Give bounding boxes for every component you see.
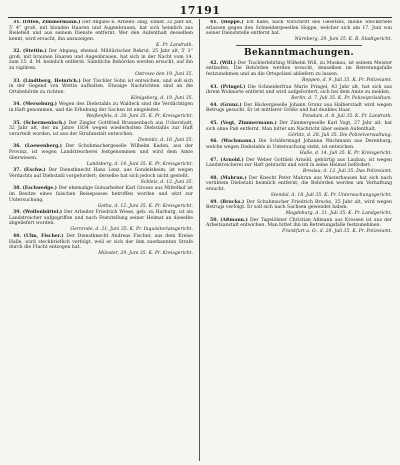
header-rule (8, 17, 392, 18)
notice-name: (Arnold.) (220, 157, 244, 163)
notice-signature: Magdeburg, d. 21. Juli 35. K. Pr. Landgericht. (285, 211, 392, 217)
notice-paragraph (206, 121, 392, 132)
notice-name: (Schermenloch.) (23, 120, 67, 126)
notice-text: Der Weber Gottlieb Arnold, gebürtig aus Lauban, ist wegen Landstreicherei zur Haft gebracht und wird in seine Heimat befördert. (206, 157, 392, 169)
notice-number: 34. (13, 102, 21, 108)
notice-number: 44. (210, 102, 218, 108)
notice-number: 48. (210, 175, 218, 181)
notice-name: (Brucks.) (220, 199, 245, 205)
notice-text: Der Abgang, ehemal. Militärischer Rekrut, 25 Jahr alt, 5' 3'' groß, mit braunen Haaren und Augenbrauen, hat sich in der Nacht vom 14. zum 15. d. M. heimlich entfernt. Sämtliche Behörden werden ersucht, auf ihn zu vigiliren. (9, 49, 193, 71)
notice-number: 36. (13, 144, 21, 150)
notice-signature: Nürnberg, 29. Juni 35. K. B. Stadtgericht. (294, 37, 392, 43)
notice-paragraph (206, 218, 392, 229)
notice-signature: Münster, 29. Juni 35. K. Pr. Kreisgericht. (98, 251, 193, 257)
notice-signature: Görlitz, d. 28. Juli 35. Die Polizeiverwaltung. (288, 132, 392, 138)
left-column (9, 20, 193, 461)
notice-name: (Will.) (219, 60, 236, 66)
notice-paragraph (206, 85, 392, 96)
notice-signature: Königsberg, d. 19. Juni 35. (130, 95, 193, 101)
notice-name: (Hoppe.) (220, 20, 244, 25)
notice-number: 41. (210, 20, 218, 25)
notice-paragraph (206, 103, 392, 114)
notice-signature: Gotha, d. 12. Juni 35. K. Pr. Kreisgericht. (97, 203, 193, 209)
notice-text: Der Dienstknecht Andreas Fischer, aus dem Kreise Halle, wird steckbrieflich verfolgt, weil er sich der ihm zuerkannten Strafe durch die Flucht entzogen hat. (9, 234, 193, 251)
notice-text: Die Schneiderfrau Marie Pringel, 43 Jahr alt, hat sich aus ihrem Wohnorte entfernt und wird aufgefordert, sich bei dem Amte zu melden. (206, 84, 392, 96)
notice-signature: K. Pr. Landrath. (156, 42, 193, 48)
notice-paragraph (206, 20, 392, 37)
notice-number: 38. (13, 186, 21, 192)
notice-paragraph (9, 79, 193, 96)
right-column-top (206, 20, 392, 43)
notice-name: (Grunz.) (220, 102, 242, 108)
notice-signature: Gernrode, d. 21. Juni 35. K. Pr. Inquisitoriatsgericht. (70, 227, 193, 233)
notice-signature: Berlin, d. 7. Juli 35. K. Pr. Polizeipräsidium. (291, 96, 392, 102)
notice-number: 47. (210, 157, 218, 163)
notice-text: Der Zimmergeselle Karl Vogt, 27 Jahr alt, hat sich ohne Paß entfernt. Man bittet um Nachricht über seinen Aufenthalt. (206, 121, 392, 132)
notice-text: Der Dienstknecht Hans Lenz, aus Gondelsheim, ist wegen Verdachts auf Diebstahl vorgefordert; derselbe hat sich jedoch nicht gestellt. (9, 168, 193, 179)
notice-number: 49. (210, 199, 218, 205)
notice-text: Ich habe, nach Vorschrift des Gesetzes, meine Steckbriefe erlassen gegen den Schneidergesellen Hoppe, welcher sich am 17. Juni von seiner Dienststelle entfernt hat. (206, 20, 392, 37)
right-column-notices (206, 61, 392, 235)
notice-number: 45. (210, 121, 218, 127)
notice-signature: Potsdam, d. 8. Juli 35. K. Pr. Landrath. (302, 114, 392, 120)
notice-paragraph (9, 186, 193, 203)
notice-signature: Schleiz, d. 12. Juni 35. (140, 179, 193, 185)
notice-number: 40. (13, 234, 21, 240)
notice-signature: Landsberg, d. 14. Juni 35. K. Pr. Kreisgericht. (86, 161, 193, 167)
notice-number: 50. (210, 217, 218, 223)
notice-paragraph (9, 121, 193, 138)
notice-text: Der Tagelöhner Christian Aßmann aus Krossen ist aus der Arbeitsanstalt entwichen. Man bittet ihn im Betretungsfalle festzunehmen. (206, 217, 392, 229)
notice-name: (Lindtberg, Heinrich.) (22, 78, 81, 84)
notice-text: Der Knecht Peter Mahrun aus Wusterhausen hat sich nach verübtem Diebstahl heimlich entfernt; die Behörden werden um Verhaftung ersucht. (206, 175, 392, 192)
notice-paragraph (9, 210, 193, 227)
notice-paragraph (206, 176, 392, 193)
right-column (206, 20, 392, 461)
notice-number: 39. (13, 210, 21, 216)
notice-text: Die Schäfermagd Johanna Wachmann aus Derenburg, welche wegen Diebstahls in Untersuchung steht, ist entwichen. (206, 139, 392, 150)
notice-name: (Eschw.) (23, 168, 46, 174)
notice-signature: Ostrowo den 19. Juni 35. (135, 72, 193, 78)
notice-paragraph (206, 139, 392, 150)
notice-number: 46. (210, 139, 218, 145)
notice-number: 37. (13, 168, 21, 174)
notice-signature: Halle, d. 14. Juli 35. K. Pr. Kreisgericht. (299, 150, 392, 156)
notice-name: (Mahrun.) (220, 175, 247, 181)
notice-paragraph (9, 102, 193, 113)
notice-paragraph (9, 20, 193, 42)
notice-text: Der ehemalige Gutsarbeiter Karl Grosse aus Mittelhof ist im Besitze eines falschen Reisepasses betroffen worden und sitzt zur Untersuchung. (9, 186, 193, 203)
notice-number: 35. (13, 120, 21, 126)
notice-text: Der Ziegler Gottfried Brunnenbach aus Uckerstadt, 32 Jahr alt, der im Jahre 1834 wegen wiederholten Diebstahls zur Haft verurteilt worden, ist aus der Strafanstalt entwichen. (9, 120, 193, 137)
notice-number: 43. (210, 84, 218, 90)
notice-signature: Breslau, d. 12. Juli 35. Das Polizeiamt. (302, 169, 392, 175)
notice-text: Der Arbeiter Friedrich Wiese, geb. zu Harburg, ist als Landstreicher aufgegriffen und nach Feststellung seiner Heimat an dieselbe abgeliefert worden. (9, 210, 193, 227)
notice-name: (Merseburg.) (22, 102, 57, 108)
notice-paragraph (9, 144, 193, 161)
section-separator (236, 45, 362, 46)
notice-signature: Reppen, d. 9. Juli 35. K. Pr. Polizeiamt. (302, 78, 392, 84)
notice-text: Der Schuhmacher Friedrich Brucks, 35 Jahr alt, wird wegen Betrugs verfolgt. Er soll sich nach Sachsen gewendet haben. (206, 199, 392, 211)
notice-name: (Pringel.) (220, 84, 246, 90)
notice-text: Der Schuhmachergeselle Wilhelm Kaden, aus der Provinz, ist wegen Landstreicherei festgenommen und wird dem Amte überwiesen. (9, 144, 193, 161)
notice-text: Wegen des Diebstahls zu Waldeck sind die Verdächtigen in Haft genommen, und die Erhebung der Sachen ist eingeleitet. (9, 102, 193, 113)
notice-number: 32. (13, 49, 21, 55)
notice-name: (Aßmann.) (220, 217, 248, 223)
notice-name: (Ulm, Fischer.) (23, 234, 64, 240)
notice-name: (Olfen, Zimmermann.) (22, 20, 81, 25)
column-divider (199, 19, 200, 461)
notice-signature: Frankfurt a. O., d. 29. Juli 35. K. Pr. Polizeiamt. (282, 229, 392, 235)
notice-name: (Eschwedge.) (22, 186, 57, 192)
notice-number: 31. (13, 20, 21, 25)
announcements-heading: Bekanntmachungen. (244, 47, 354, 58)
notice-name: (Wachmann.) (221, 139, 256, 145)
notice-signature: Domnitz, d. 16. Juni 35. (137, 137, 193, 143)
notice-paragraph (9, 49, 193, 71)
notice-name: (Stettin.) (22, 49, 47, 55)
notice-signature: Stendal, d. 18. Juli 35. K. Pr. Untersuchungsgericht. (270, 192, 392, 198)
page-number: 17191 (179, 4, 221, 17)
notice-paragraph (9, 234, 193, 251)
notice-paragraph (206, 200, 392, 211)
notice-name: (Wolfenbüttel.) (22, 210, 63, 216)
notice-signature: Weißenfels, d. 28. Juni 35. K. Pr. Kreisgericht. (86, 114, 193, 120)
notice-text: Der Bäckergeselle Johann Grunz aus Halberstadt wird wegen Betrugs gesucht. Er ist mittlerer Größe und hat dunkles Haar. (206, 102, 392, 114)
notice-text: Der Tischler Sohn ist entwichen, und soll sich in der Gegend von Wettin aufhalten. Etwaige Nachrichten sind an die Ortsbehörde zu richten. (9, 78, 193, 95)
notice-text: Der Tischlerlehrling Wilhelm Will, zu Muskau, ist seinem Meister entlaufen. Die Behörden werden ersucht, denselben im Betretungsfalle festzunehmen und an die Ortspolizei abliefern zu lassen. (206, 60, 392, 77)
notice-paragraph (9, 168, 193, 179)
notice-name: (Loewenberg.) (24, 144, 62, 150)
notice-number: 33. (13, 78, 21, 84)
notice-name: (Vogt, Zimmermann.) (220, 121, 277, 127)
notice-paragraph (206, 158, 392, 169)
notice-text: Der Angabe n. Arbeits- sing, Ebner, 32 Jahr alt, 5' 4'' groß, mit blonden Haaren und Augenbrauen, hat sich heimlich aus Bielefeld und aus seinem Dienste entfernt. Wer den Aufenthalt desselben kennt, wird ersucht, ihn anzuzeigen. (9, 20, 193, 42)
notice-paragraph (206, 61, 392, 78)
notice-number: 42. (210, 60, 218, 66)
